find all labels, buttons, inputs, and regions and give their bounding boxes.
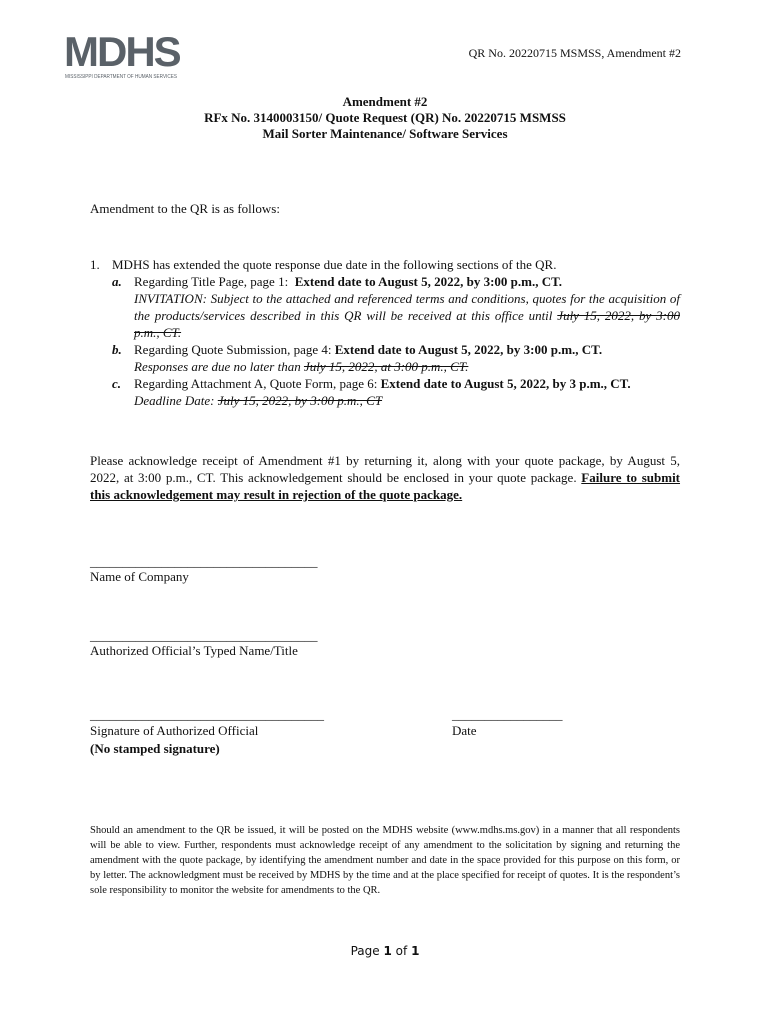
signature-line[interactable]: ____________________________________ [90,707,324,722]
subitem-b [90,341,680,375]
signature-label: Signature of Authorized Official [90,723,259,738]
subitem-c [90,375,680,409]
acknowledgement-paragraph [90,452,680,503]
subitem-note: Deadline Date: [134,393,215,408]
subitem-struck-date: July 15, 2022, at 3:00 p.m., CT. [303,359,469,374]
subitem-lead: Regarding Quote Submission, page 4: [134,342,332,357]
subitem-struck-date: July 15, 2022, by 3:00 p.m., CT [217,393,383,408]
subitem-extension: Extend date to August 5, 2022, by 3 p.m., CT. [380,376,631,391]
official-name-label: Authorized Official’s Typed Name/Title [90,643,298,658]
page-current: 1 [383,944,392,958]
subitem-struck-date: July 15, 2022, by 3:00 p.m., CT. [134,308,680,340]
subitem-lead: Regarding Title Page, page 1: [134,274,289,289]
date-label: Date [452,723,477,738]
acknowledgement-text: Please acknowledge receipt of Amendment #1 by returning it, along with your quote package, by August 5, 2022, at 3:00 p.m., CT. This acknowledgement should be enclosed in your quote package. [90,453,680,485]
header-reference: QR No. 20220715 MSMSS, Amendment #2 [468,46,681,60]
title-line-1: Amendment #2 [342,94,428,109]
subitem-letter: c. [112,376,122,391]
subitem-extension: Extend date to August 5, 2022, by 3:00 p.m., CT. [334,342,603,357]
logo-tagline: MISSISSIPPI DEPARTMENT OF HUMAN SERVICES [65,74,178,80]
company-name-label: Name of Company [90,569,189,584]
subitem-letter: b. [112,342,122,357]
page-total: 1 [411,944,420,958]
mdhs-logo [64,30,180,82]
subitem-a [90,273,680,341]
title-block [0,94,770,142]
page-of: of [395,944,408,958]
subitem-note: INVITATION: Subject to the attached and referenced terms and conditions, quotes for the acquisition of the products/services described in this QR will be received at this office until [134,291,680,323]
signature-note: (No stamped signature) [90,741,220,756]
subitem-letter: a. [112,274,122,289]
item-number: 1. [90,257,100,272]
intro-text: Amendment to the QR is as follows: [90,201,280,216]
date-line[interactable]: _________________ [452,707,563,722]
title-line-2: RFx No. 3140003150/ Quote Request (QR) No. 20220715 MSMSS [204,110,566,125]
amendment-item-1 [90,256,680,409]
company-name-line[interactable]: ___________________________________ [90,554,318,569]
page-label: Page [350,944,380,958]
logo-wordmark: MDHS [64,30,180,75]
acknowledgement-warning: Failure to submit this acknowledgement may result in rejection of the quote package. [90,470,681,502]
page-number [0,944,770,958]
footer-note: Should an amendment to the QR be issued, it will be posted on the MDHS website (www.mdhs.ms.gov) in a manner that all respondents will be able to view. Further, respondents must acknowledge receipt of any amendment to the solicitation by signing and returning the amendment with the quote package, by identifying the amendment number and date in the space provided for this purpose on this form, or by letter. The acknowledgment must be received by MDHS by the time and at the place specified for receipt of quotes. It is the respondent’s sole responsibility to monitor the website for amendments to the QR. [90,825,680,896]
subitem-lead: Regarding Attachment A, Quote Form, page 6: [134,376,378,391]
title-line-3: Mail Sorter Maintenance/ Software Services [262,126,508,141]
subitem-note: Responses are due no later than [134,359,301,374]
item-text: MDHS has extended the quote response due date in the following sections of the QR. [112,257,557,272]
official-name-line[interactable]: ___________________________________ [90,628,318,643]
subitem-extension: Extend date to August 5, 2022, by 3:00 p.m., CT. [294,274,563,289]
